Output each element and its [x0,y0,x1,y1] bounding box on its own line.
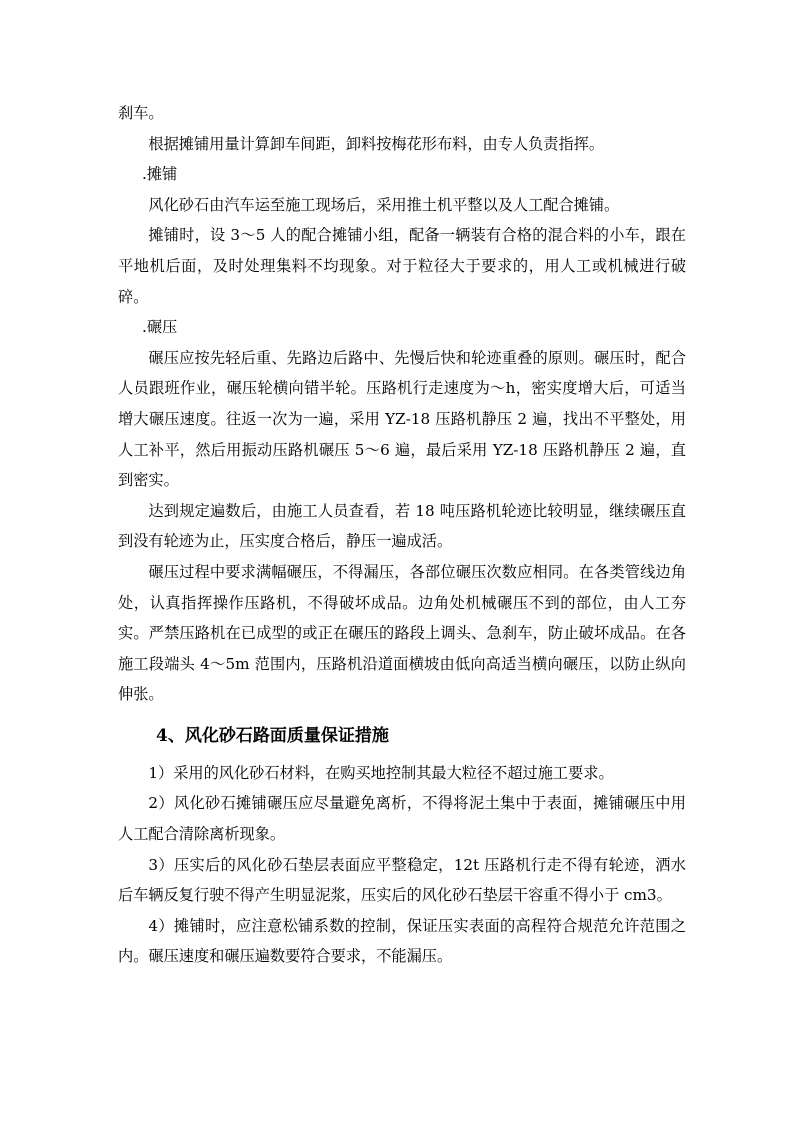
quality-item-4: 4）摊铺时，应注意松铺系数的控制，保证压实表面的高程符合规范允许范围之内。碾压速度和碾压遍数要符合要求，不能漏压。 [118,916,686,966]
quality-item-2: 2）风化砂石摊铺碾压应尽量避免离析，不得将泥土集中于表面，摊铺碾压中用人工配合清除离析现象。 [118,794,686,844]
paragraph-brake: 刹车。 [118,104,164,122]
paragraph-spreading-method: 风化砂石由汽车运至施工现场后，采用推土机平整以及人工配合摊铺。 [148,195,620,214]
paragraph-unloading: 根据摊铺用量计算卸车间距，卸料按梅花形布料，由专人负责指挥。 [148,134,605,153]
paragraph-rolling-principle: 碾压应按先轻后重、先路边后路中、先慢后快和轮迹重叠的原则。碾压时，配合人员跟班作业，碾压轮横向错半轮。压路机行走速度为～h，密实度增大后，可适当增大碾压速度。往返一次为一遍，采用 YZ-18 压路机静压 2 遍，找出不平整处，用人工补平，然后用振动压路机碾压 5～6 遍，最后采用 YZ-18 压路机静压 2 遍，直到密实。 [118,348,686,490]
paragraph-spreading-team: 摊铺时，设 3～5 人的配合摊铺小组，配备一辆装有合格的混合料的小车，跟在平地机后面，及时处理集料不均现象。对于粒径大于要求的，用人工或机械进行破碎。 [118,226,686,306]
quality-item-1: 1）采用的风化砂石材料，在购买地控制其最大粒径不超过施工要求。 [148,763,614,782]
paragraph-rolling-requirements: 碾压过程中要求满幅碾压，不得漏压，各部位碾压次数应相同。在各类管线边角处，认真指挥操作压路机，不得破坏成品。边角处机械碾压不到的部位，由人工夯实。严禁压路机在已成型的或正在碾压的路段上调头、急刹车，防止破坏成品。在各施工段端头 4～5m 范围内，压路机沿道面横坡由低向高适当横向碾压，以防止纵向伸张。 [118,562,686,704]
paragraph-rolling-check: 达到规定遍数后，由施工人员查看，若 18 吨压路机轮迹比较明显，继续碾压直到没有轮迹为止，压实度合格后，静压一遍成活。 [118,501,686,551]
document-body [118,98,686,972]
section-label-rolling: .碾压 [142,318,178,337]
section-label-spreading: .摊铺 [142,165,178,184]
section-heading-quality: 4、风化砂石路面质量保证措施 [156,725,389,746]
quality-item-3: 3）压实后的风化砂石垫层表面应平整稳定，12t 压路机行走不得有轮迹，洒水后车辆反复行驶不得产生明显泥浆，压实后的风化砂石垫层干容重不得小于 cm3。 [118,855,686,905]
